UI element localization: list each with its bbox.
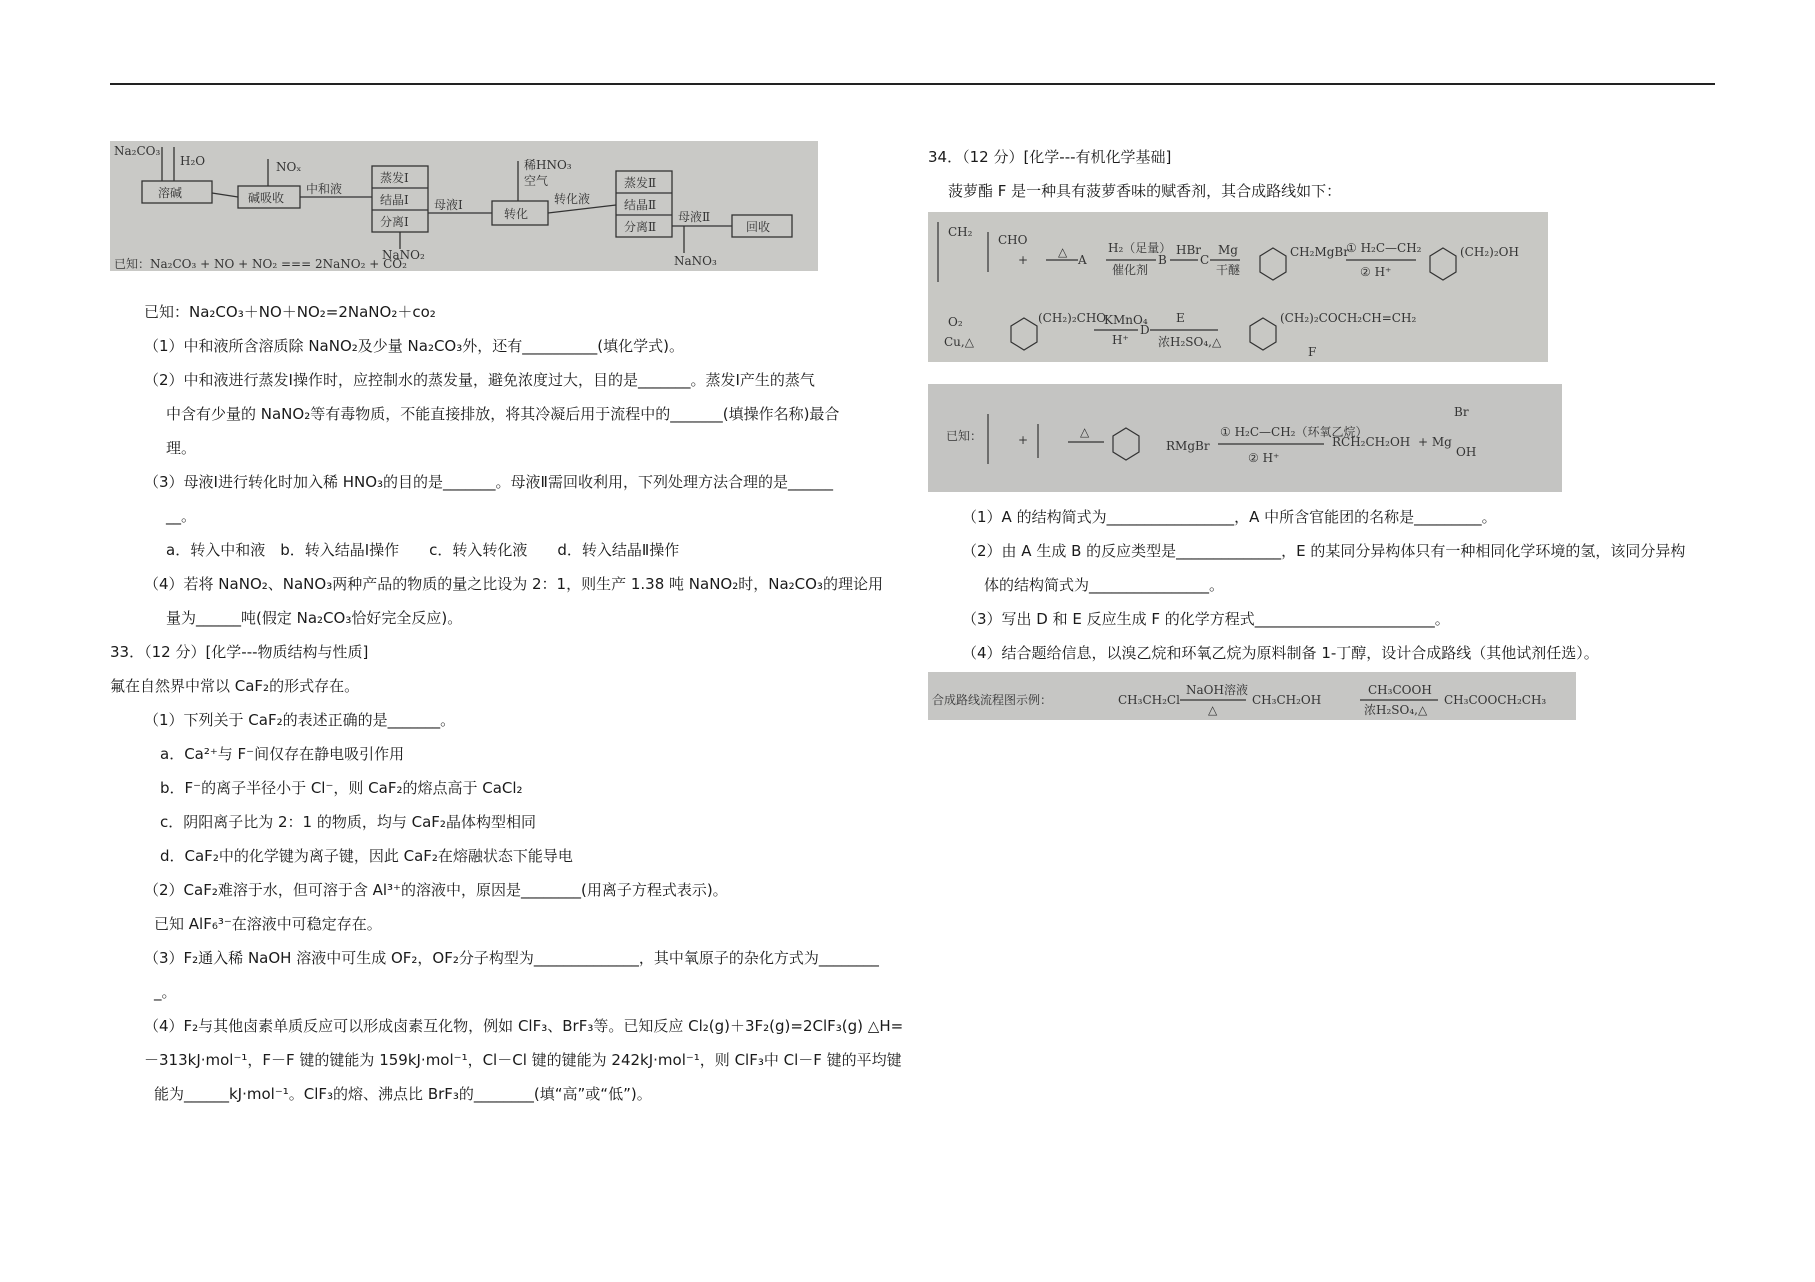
svg-text:NaOH溶液: NaOH溶液 [1186, 683, 1248, 697]
synthesis-route-image [928, 212, 1548, 362]
svg-text:CHO: CHO [998, 233, 1028, 247]
svg-text:浓H₂SO₄,△: 浓H₂SO₄,△ [1364, 703, 1428, 717]
svg-text:D: D [1140, 323, 1150, 337]
q32-part4-line1: （4）若将 NaNO₂、NaNO₃两种产品的物质的量之比设为 2：1，则生产 1.38 吨 NaNO₂时，Na₂CO₃的理论用 [144, 575, 883, 593]
q32-part1: （1）中和液所含溶质除 NaNO₂及少量 Na₂CO₃外，还有__________(填化学式)。 [144, 337, 684, 355]
svg-text:CH₂MgBr: CH₂MgBr [1290, 245, 1349, 259]
q34-part4: （4）结合题给信息，以溴乙烷和环氧乙烷为原料制备 1-丁醇，设计合成路线（其他试剂任选）。 [962, 644, 1599, 662]
svg-text:① H₂C—CH₂: ① H₂C—CH₂ [1346, 241, 1422, 255]
svg-text:空气: 空气 [524, 174, 549, 188]
svg-text:H₂（足量）: H₂（足量） [1108, 241, 1172, 255]
q34-part3: （3）写出 D 和 E 反应生成 F 的化学方程式________________________。 [962, 610, 1450, 628]
svg-text:结晶Ⅱ: 结晶Ⅱ [624, 198, 657, 212]
svg-text:H₂O: H₂O [180, 154, 206, 168]
svg-text:已知：Na₂CO₃ + NO + NO₂ === 2NaNO: 已知：Na₂CO₃ + NO + NO₂ === 2NaNO₂ + CO₂ [114, 257, 407, 271]
svg-text:NOₓ: NOₓ [276, 160, 302, 174]
svg-text:转化: 转化 [504, 207, 529, 221]
q32-part3-line2: __。 [166, 507, 197, 525]
svg-text:+: + [1018, 253, 1029, 267]
known-equation: 已知：Na₂CO₃＋NO＋NO₂=2NaNO₂＋co₂ [144, 303, 436, 321]
left-column [110, 140, 904, 1111]
svg-text:△: △ [1080, 425, 1090, 439]
header-rule [110, 83, 1715, 85]
svg-text:回收: 回收 [746, 220, 771, 234]
svg-text:B: B [1158, 253, 1167, 267]
q33-part1: （1）下列关于 CaF₂的表述正确的是_______。 [144, 711, 456, 729]
svg-text:CH₃COOCH₂CH₃: CH₃COOCH₂CH₃ [1444, 693, 1547, 707]
svg-text:H⁺: H⁺ [1112, 333, 1129, 347]
svg-text:RMgBr: RMgBr [1166, 439, 1210, 453]
svg-text:△: △ [1058, 245, 1068, 259]
svg-text:CH₃CH₂Cl: CH₃CH₂Cl [1118, 693, 1180, 707]
example-route-image [928, 672, 1576, 720]
svg-text:稀HNO₃: 稀HNO₃ [524, 158, 572, 172]
svg-text:(CH₂)₂OH: (CH₂)₂OH [1460, 245, 1519, 259]
svg-text:Br: Br [1454, 405, 1469, 419]
q32-part4-line2: 量为______吨(假定 Na₂CO₃恰好完全反应)。 [166, 609, 463, 627]
svg-text:分离Ⅱ: 分离Ⅱ [624, 220, 657, 234]
svg-text:A: A [1078, 253, 1087, 267]
process-flow-image [110, 141, 818, 271]
q33-part3-line1: （3）F₂通入稀 NaOH 溶液中可生成 OF₂，OF₂分子构型为______________，其中氧原子的杂化方式为________ [144, 949, 879, 967]
q34-part2-line2: 体的结构简式为________________。 [984, 576, 1225, 594]
svg-text:中和液: 中和液 [306, 182, 343, 196]
svg-text:母液Ⅱ: 母液Ⅱ [678, 210, 711, 224]
svg-text:E: E [1176, 311, 1185, 325]
svg-text:NaNO₂: NaNO₂ [382, 248, 425, 262]
q33-option-c: c．阴阳离子比为 2：1 的物质，均与 CaF₂晶体构型相同 [160, 813, 536, 831]
svg-text:KMnO₄: KMnO₄ [1104, 313, 1148, 327]
svg-text:② H⁺: ② H⁺ [1248, 451, 1280, 465]
svg-text:C: C [1200, 253, 1210, 267]
svg-text:母液Ⅰ: 母液Ⅰ [434, 198, 463, 212]
q34-intro: 菠萝酯 F 是一种具有菠萝香味的赋香剂，其合成路线如下： [948, 182, 1342, 200]
svg-text:蒸发Ⅱ: 蒸发Ⅱ [624, 176, 657, 190]
q34-part1: （1）A 的结构简式为_________________，A 中所含官能团的名称是_________。 [962, 508, 1497, 526]
svg-text:转化液: 转化液 [554, 192, 591, 206]
svg-text:碱吸收: 碱吸收 [248, 191, 285, 205]
svg-text:溶碱: 溶碱 [158, 186, 183, 200]
q32-part2-line3: 理。 [166, 439, 197, 457]
q32-part3-options: a．转入中和液 b．转入结晶Ⅰ操作 c．转入转化液 d．转入结晶Ⅱ操作 [166, 541, 680, 559]
svg-text:合成路线流程图示例：: 合成路线流程图示例： [932, 693, 1053, 707]
q33-option-d: d．CaF₂中的化学键为离子键，因此 CaF₂在熔融状态下能导电 [160, 847, 573, 865]
q32-part3-line1: （3）母液Ⅰ进行转化时加入稀 HNO₃的目的是_______。母液Ⅱ需回收利用，下列处理方法合理的是______ [144, 473, 833, 491]
q33-option-a: a．Ca²⁺与 F⁻间仅存在静电吸引作用 [160, 745, 405, 763]
q34-title: 34．（12 分）[化学---有机化学基础] [928, 148, 1172, 166]
flow-reagent-label: Na₂CO₃ [114, 144, 161, 158]
q33-intro: 氟在自然界中常以 CaF₂的形式存在。 [110, 677, 360, 695]
q32-part2-line2: 中含有少量的 NaNO₂等有毒物质，不能直接排放，将其冷凝后用于流程中的_______(填操作名称)最合 [166, 405, 840, 423]
svg-text:② H⁺: ② H⁺ [1360, 265, 1392, 279]
svg-text:CH₂: CH₂ [948, 225, 973, 239]
q34-part2-line1: （2）由 A 生成 B 的反应类型是______________，E 的某同分异构体只有一种相同化学环境的氢，该同分异构 [962, 542, 1686, 560]
svg-text:NaNO₃: NaNO₃ [674, 254, 717, 268]
svg-text:干醚: 干醚 [1216, 263, 1241, 277]
q33-part4-line1: （4）F₂与其他卤素单质反应可以形成卤素互化物，例如 ClF₃、BrF₃等。已知反应 Cl₂(g)＋3F₂(g)=2ClF₃(g) △H= [144, 1017, 904, 1035]
q33-part4-line2: －313kJ·mol⁻¹，F－F 键的键能为 159kJ·mol⁻¹，Cl－Cl 键的键能为 242kJ·mol⁻¹，则 ClF₃中 Cl－F 键的平均键 [144, 1051, 902, 1069]
svg-text:F: F [1308, 345, 1317, 359]
svg-text:已知：: 已知： [946, 429, 983, 443]
svg-text:① H₂C—CH₂（环氧乙烷）: ① H₂C—CH₂（环氧乙烷） [1220, 425, 1368, 439]
q33-part2: （2）CaF₂难溶于水，但可溶于含 Al³⁺的溶液中，原因是________(用离子方程式表示)。 [144, 881, 728, 899]
svg-text:CH₃CH₂OH: CH₃CH₂OH [1252, 693, 1322, 707]
svg-text:+ Mg: + Mg [1418, 435, 1452, 449]
q33-part4-line3: 能为______kJ·mol⁻¹。ClF₃的熔、沸点比 BrF₃的________(填“高”或“低”)。 [154, 1085, 652, 1103]
q33-option-b: b．F⁻的离子半径小于 Cl⁻，则 CaF₂的熔点高于 CaCl₂ [160, 779, 523, 797]
svg-text:结晶Ⅰ: 结晶Ⅰ [380, 193, 409, 207]
q33-part2-note: 已知 AlF₆³⁻在溶液中可稳定存在。 [154, 915, 382, 933]
right-column [928, 140, 1718, 720]
svg-text:OH: OH [1456, 445, 1477, 459]
q33-part3-line2: _。 [154, 983, 177, 1001]
svg-text:△: △ [1208, 703, 1218, 717]
svg-text:+: + [1018, 433, 1029, 447]
svg-text:(CH₂)₂CHO: (CH₂)₂CHO [1038, 311, 1107, 325]
svg-text:Cu,△: Cu,△ [944, 335, 974, 349]
svg-text:RCH₂CH₂OH: RCH₂CH₂OH [1332, 435, 1411, 449]
svg-text:分离Ⅰ: 分离Ⅰ [380, 215, 409, 229]
q33-title: 33．（12 分）[化学---物质结构与性质] [110, 643, 369, 661]
svg-text:催化剂: 催化剂 [1112, 263, 1149, 277]
q32-part2-line1: （2）中和液进行蒸发Ⅰ操作时，应控制水的蒸发量，避免浓度过大，目的是_______。蒸发Ⅰ产生的蒸气 [144, 371, 815, 389]
svg-text:浓H₂SO₄,△: 浓H₂SO₄,△ [1158, 335, 1222, 349]
svg-text:Mg: Mg [1218, 243, 1238, 257]
svg-text:HBr: HBr [1176, 243, 1202, 257]
svg-text:CH₃COOH: CH₃COOH [1368, 683, 1432, 697]
svg-text:蒸发Ⅰ: 蒸发Ⅰ [380, 171, 409, 185]
known-reaction-image [928, 384, 1562, 492]
svg-text:(CH₂)₂COCH₂CH=CH₂: (CH₂)₂COCH₂CH=CH₂ [1280, 311, 1417, 325]
svg-text:O₂: O₂ [948, 315, 963, 329]
